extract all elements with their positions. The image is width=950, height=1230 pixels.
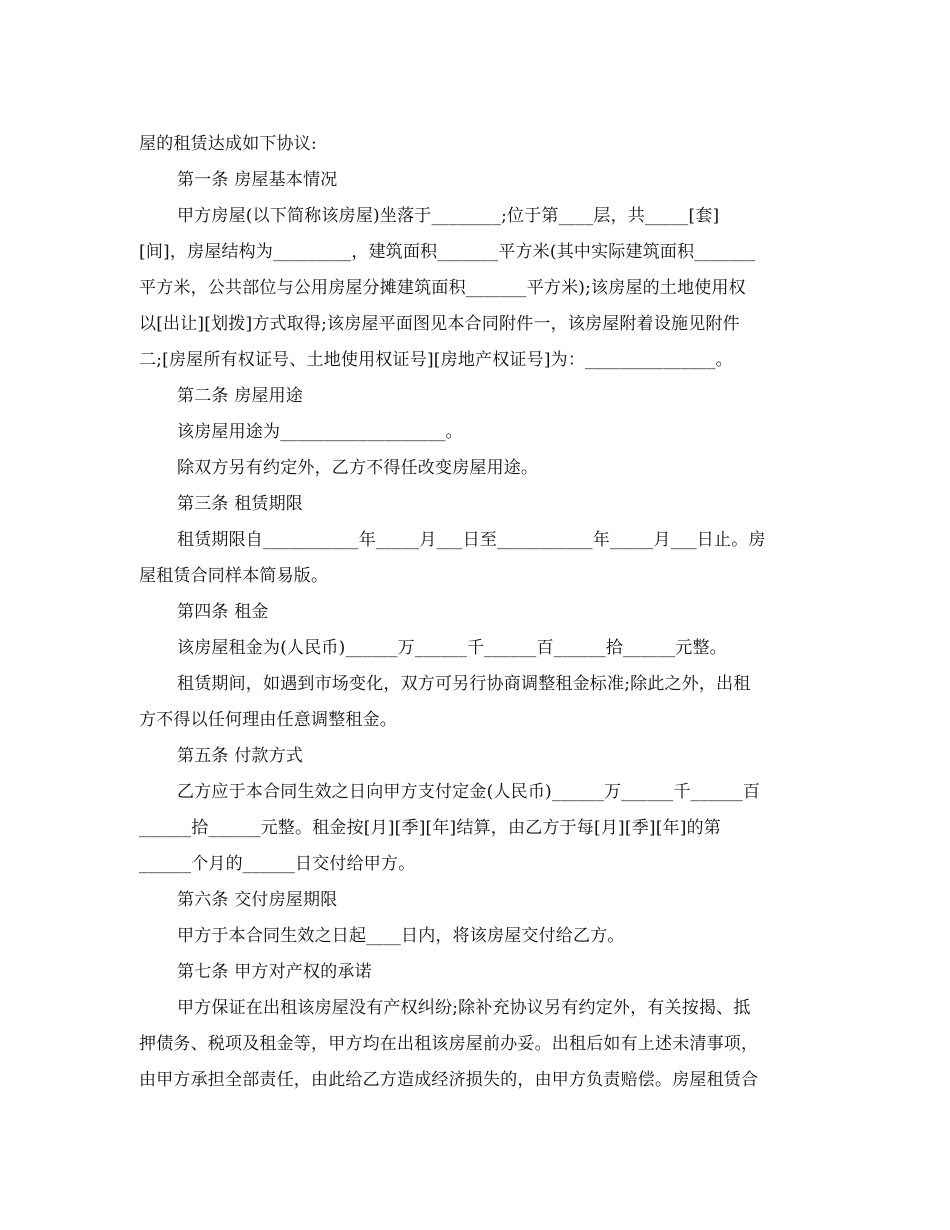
paragraph-line: 乙方应于本合同生效之日向甲方支付定金(人民币)______万______千______百 <box>177 782 761 802</box>
document-body <box>139 126 819 1098</box>
paragraph-line: 方不得以任何理由任意调整租金。 <box>139 710 397 730</box>
section-heading: 第六条 交付房屋期限 <box>177 890 338 910</box>
paragraph-line: 二;[房屋所有权证号、土地使用权证号][房地产权证号]为：_______________。 <box>139 350 733 370</box>
paragraph-line: 该房屋用途为___________________。 <box>177 422 463 442</box>
paragraph-line: 甲方于本合同生效之日起____日内，将该房屋交付给乙方。 <box>177 926 625 946</box>
paragraph-line: 甲方房屋(以下简称该房屋)坐落于________;位于第____层，共_____[套] <box>177 206 720 226</box>
paragraph-line: 租赁期限自___________年_____月___日至___________年_____月___日止。房 <box>177 530 766 550</box>
paragraph-line: 由甲方承担全部责任，由此给乙方造成经济损失的，由甲方负责赔偿。房屋租赁合 <box>139 1070 759 1090</box>
paragraph-line: 押债务、税项及租金等，甲方均在出租该房屋前办妥。出租后如有上述未清事项， <box>139 1034 759 1054</box>
paragraph-line: 该房屋租金为(人民币)______万______千______百______拾______元整。 <box>177 638 727 658</box>
paragraph-line: 平方米，公共部位与公用房屋分摊建筑面积_______平方米);该房屋的土地使用权 <box>139 278 746 298</box>
paragraph-line: ______拾______元整。租金按[月][季][年]结算，由乙方于每[月][季][年]的第 <box>139 818 721 838</box>
section-heading: 第四条 租金 <box>177 602 269 622</box>
paragraph-line: 屋租赁合同样本简易版。 <box>139 566 329 586</box>
paragraph-line: 甲方保证在出租该房屋没有产权纠纷;除补充协议另有约定外，有关按揭、抵 <box>177 998 751 1018</box>
paragraph-line: [间]，房屋结构为_________，建筑面积_______平方米(其中实际建筑面积_______ <box>139 242 756 262</box>
section-heading: 第一条 房屋基本情况 <box>177 170 338 190</box>
paragraph-line: 除双方另有约定外，乙方不得任改变房屋用途。 <box>177 458 539 478</box>
section-heading: 第五条 付款方式 <box>177 746 304 766</box>
paragraph-line: 租赁期间，如遇到市场变化，双方可另行协商调整租金标准;除此之外，出租 <box>177 674 751 694</box>
paragraph-line: 屋的租赁达成如下协议: <box>139 134 317 154</box>
section-heading: 第二条 房屋用途 <box>177 386 304 406</box>
section-heading: 第七条 甲方对产权的承诺 <box>177 962 372 982</box>
section-heading: 第三条 租赁期限 <box>177 494 304 514</box>
paragraph-line: ______个月的______日交付给甲方。 <box>139 854 416 874</box>
paragraph-line: 以[出让][划拨]方式取得;该房屋平面图见本合同附件一，该房屋附着设施见附件 <box>139 314 740 334</box>
